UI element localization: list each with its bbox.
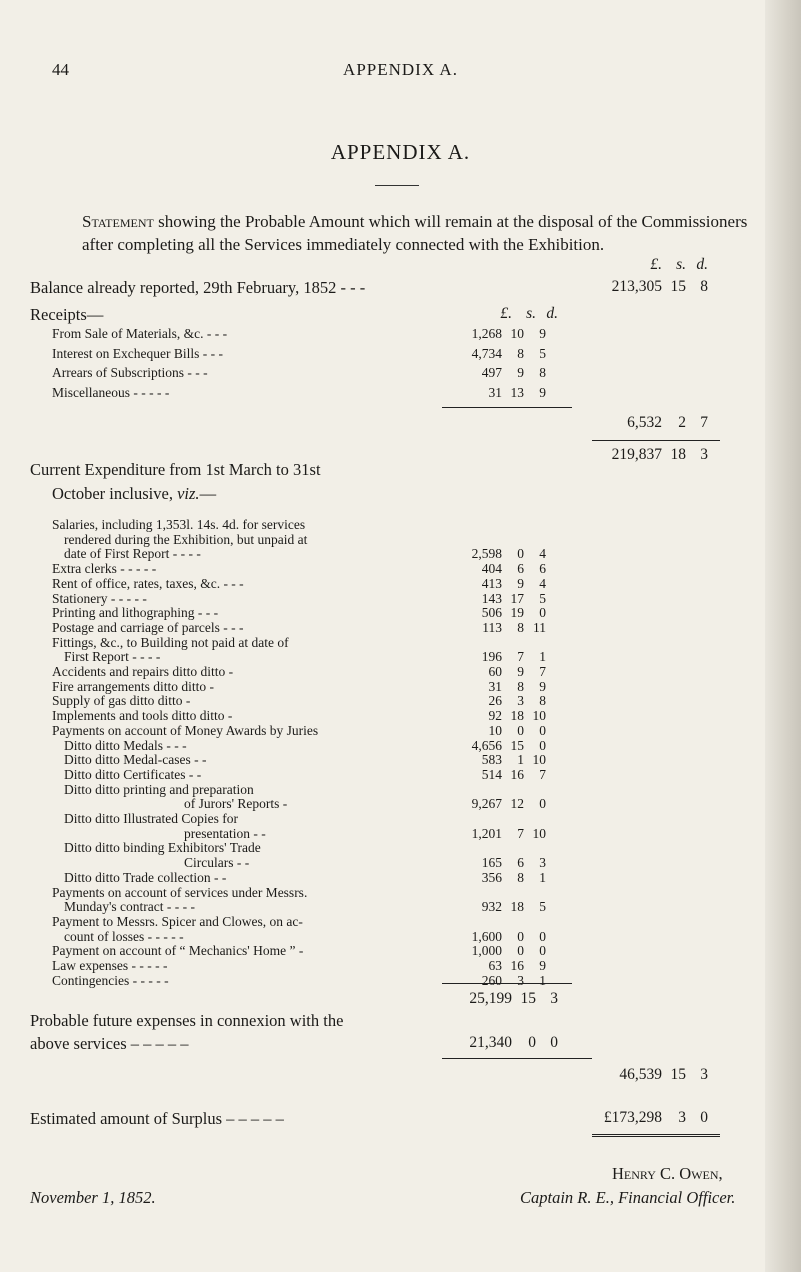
intro-lead: Statement (82, 212, 154, 231)
pounds: 113 (482, 620, 502, 635)
shillings: 0 (517, 723, 524, 738)
pence: 7 (700, 414, 708, 431)
header-pence: d. (696, 256, 708, 273)
shillings: 0 (517, 546, 524, 561)
future-label-line1: Probable future expenses in connexion with the (30, 1011, 344, 1030)
pence: 7 (539, 767, 546, 782)
expenditure-label: Payment to Messrs. Spicer and Clowes, on ac- (52, 914, 303, 929)
pence: 7 (539, 664, 546, 679)
shillings: 7 (517, 826, 524, 841)
expenditure-label: Rent of office, rates, taxes, &c. - - - (52, 576, 244, 591)
receipts-heading: Receipts— (30, 305, 104, 324)
pounds: 10 (488, 723, 502, 738)
shillings: 9 (517, 365, 524, 380)
expenditure-label: Payments on account of Money Awards by Juries (52, 723, 319, 738)
balance-label: Balance already reported, 29th February, 1852 - - - (30, 278, 366, 297)
pounds: 4,656 (471, 738, 502, 753)
expenditure-label: First Report - - - - (64, 649, 161, 664)
pounds: 31 (488, 679, 502, 694)
pence: 0 (539, 943, 546, 958)
pence: 0 (539, 796, 546, 811)
pence: 0 (539, 929, 546, 944)
pounds: 21,340 (469, 1034, 512, 1051)
subtotal-rule (592, 440, 720, 441)
pounds: 1,000 (471, 943, 502, 958)
pounds: 497 (481, 365, 502, 380)
pounds: 506 (481, 605, 502, 620)
shillings: 7 (517, 649, 524, 664)
heading-text: October inclusive, (52, 484, 178, 503)
pounds: 6,532 (627, 414, 662, 431)
shillings: 13 (510, 385, 524, 400)
pounds: 31 (488, 385, 502, 400)
receipts-rule (442, 407, 572, 408)
pounds: 1,268 (471, 326, 502, 341)
page-title: APPENDIX A. (330, 140, 471, 164)
shillings: 6 (517, 855, 524, 870)
pounds: 2,598 (471, 546, 502, 561)
pence: 3 (700, 446, 708, 463)
pence: 4 (539, 546, 546, 561)
expenditure-label: Salaries, including 1,353l. 14s. 4d. for services (52, 517, 306, 532)
pence: 11 (533, 620, 546, 635)
receipt-label: Interest on Exchequer Bills - - - (52, 346, 223, 361)
pounds: 196 (481, 649, 502, 664)
pounds: 26 (488, 693, 502, 708)
pence: 6 (539, 561, 546, 576)
expenditure-label: Printing and lithographing - - - (52, 605, 219, 620)
expenditure-label: Circulars - - (184, 855, 250, 870)
future-label-line2: above services – – – – – (30, 1034, 189, 1053)
pence: 1 (539, 870, 546, 885)
signature-date: November 1, 1852. (30, 1188, 156, 1207)
header-pence: d. (546, 305, 558, 322)
shillings: 9 (517, 576, 524, 591)
shillings: 9 (517, 664, 524, 679)
surplus-label: Estimated amount of Surplus – – – – – (30, 1109, 284, 1128)
signature-name: Henry C. Owen, (612, 1164, 723, 1183)
pounds: 260 (481, 973, 502, 988)
pounds: 46,539 (619, 1066, 662, 1083)
shillings: 10 (510, 326, 524, 341)
expenditure-label: Ditto ditto Medals - - - (64, 738, 187, 753)
shillings: 12 (510, 796, 524, 811)
receipt-label: From Sale of Materials, &c. - - - (52, 326, 228, 341)
shillings: 1 (517, 752, 524, 767)
pence: 8 (539, 365, 546, 380)
pounds: 165 (481, 855, 502, 870)
shillings: 3 (678, 1109, 686, 1126)
expenditure-label: Extra clerks - - - - - (52, 561, 157, 576)
pence: 1 (539, 649, 546, 664)
pence: 0 (539, 605, 546, 620)
expenditure-label: count of losses - - - - - (64, 929, 184, 944)
shillings: 16 (510, 767, 524, 782)
shillings: 15 (520, 990, 536, 1007)
pence: 9 (539, 958, 546, 973)
shillings: 8 (517, 620, 524, 635)
shillings: 15 (670, 1066, 686, 1083)
expenditure-label: Fire arrangements ditto ditto - (52, 679, 214, 694)
pence: 10 (532, 826, 546, 841)
shillings: 15 (670, 278, 686, 295)
shillings: 6 (517, 561, 524, 576)
shillings: 19 (510, 605, 524, 620)
shillings: 3 (517, 973, 524, 988)
page-edge-shadow (765, 0, 801, 1272)
surplus-double-rule (592, 1134, 720, 1137)
shillings: 18 (510, 708, 524, 723)
pence: 0 (539, 723, 546, 738)
shillings: 0 (517, 929, 524, 944)
expenditure-label: Ditto ditto printing and preparation (64, 782, 254, 797)
page-number: 44 (52, 60, 69, 79)
expenditure-label: Munday's contract - - - - (64, 899, 196, 914)
expenditure-label: Postage and carriage of parcels - - - (52, 620, 244, 635)
pence: 0 (539, 738, 546, 753)
expenditure-heading-line2 (52, 484, 216, 504)
pounds: 932 (481, 899, 502, 914)
shillings: 17 (510, 591, 524, 606)
pence: 8 (700, 278, 708, 295)
pence: 5 (539, 346, 546, 361)
expenditure-label: Stationery - - - - - (52, 591, 147, 606)
pounds: 4,734 (471, 346, 502, 361)
heading-viz: viz. (177, 484, 200, 503)
expenditure-label: rendered during the Exhibition, but unpaid at (64, 532, 308, 547)
future-rule (442, 1058, 592, 1059)
shillings: 0 (517, 943, 524, 958)
shillings: 2 (678, 414, 686, 431)
expenditure-label: Payments on account of services under Messrs. (52, 885, 308, 900)
shillings: 3 (517, 693, 524, 708)
expenditure-label: Implements and tools ditto ditto - (52, 708, 233, 723)
expenditure-label: Fittings, &c., to Building not paid at date of (52, 635, 289, 650)
header-pounds: £. (650, 256, 662, 273)
expenditure-label: Payment on account of “ Mechanics' Home ” - (52, 943, 304, 958)
expenditure-heading-line1: Current Expenditure from 1st March to 31st (30, 460, 321, 479)
shillings: 18 (510, 899, 524, 914)
pounds: 63 (488, 958, 502, 973)
shillings: 16 (510, 958, 524, 973)
expenditure-label: presentation - - (184, 826, 266, 841)
receipt-label: Miscellaneous - - - - - (52, 385, 170, 400)
pounds: 9,267 (471, 796, 502, 811)
pence: 9 (539, 326, 546, 341)
pounds: 404 (481, 561, 502, 576)
expenditure-label: Ditto ditto binding Exhibitors' Trade (64, 840, 261, 855)
expenditure-label: Ditto ditto Illustrated Copies for (64, 811, 238, 826)
expenditure-label: Ditto ditto Medal-cases - - (64, 752, 207, 767)
receipt-label: Arrears of Subscriptions - - - (52, 365, 208, 380)
pounds: 583 (481, 752, 502, 767)
shillings: 15 (510, 738, 524, 753)
header-shillings: s. (676, 256, 686, 273)
pence: 5 (539, 899, 546, 914)
expenditure-label: Ditto ditto Trade collection - - (64, 870, 227, 885)
pence: 3 (539, 855, 546, 870)
shillings: 0 (528, 1034, 536, 1051)
shillings: 8 (517, 679, 524, 694)
pence: 4 (539, 576, 546, 591)
pounds: 219,837 (611, 446, 662, 463)
expenditure-label: Contingencies - - - - - (52, 973, 169, 988)
shillings: 8 (517, 870, 524, 885)
pounds: 25,199 (469, 990, 512, 1007)
pence: 0 (550, 1034, 558, 1051)
pounds: £173,298 (603, 1109, 662, 1126)
expenditure-label: date of First Report - - - - (64, 546, 201, 561)
title-rule (375, 185, 419, 186)
pounds: 60 (488, 664, 502, 679)
pence: 9 (539, 679, 546, 694)
shillings: 18 (670, 446, 686, 463)
intro-statement (82, 210, 782, 256)
expenditure-rule (442, 983, 572, 984)
pounds: 413 (481, 576, 502, 591)
expenditure-label: Law expenses - - - - - (52, 958, 168, 973)
expenditure-label: of Jurors' Reports - (184, 796, 288, 811)
shillings: 8 (517, 346, 524, 361)
pence: 10 (532, 752, 546, 767)
pence: 9 (539, 385, 546, 400)
expenditure-label: Ditto ditto Certificates - - (64, 767, 202, 782)
pounds: 1,201 (471, 826, 502, 841)
pounds: 356 (481, 870, 502, 885)
header-shillings: s. (526, 305, 536, 322)
pence: 1 (539, 973, 546, 988)
pence: 3 (550, 990, 558, 1007)
pence: 5 (539, 591, 546, 606)
pounds: 1,600 (471, 929, 502, 944)
expenditure-label: Supply of gas ditto ditto - (52, 693, 191, 708)
pence: 0 (700, 1109, 708, 1126)
pence: 10 (532, 708, 546, 723)
pence: 8 (539, 693, 546, 708)
heading-dash: — (199, 484, 217, 503)
pounds: 213,305 (611, 278, 662, 295)
pounds: 92 (488, 708, 502, 723)
running-head: APPENDIX A. (343, 60, 458, 79)
pence: 3 (700, 1066, 708, 1083)
intro-text: showing the Probable Amount which will remain at the disposal of the Commissioners after completing all the Services immediately connected with the Exhibition. (82, 212, 748, 254)
pounds: 143 (481, 591, 502, 606)
expenditure-label: Accidents and repairs ditto ditto - (52, 664, 234, 679)
header-pounds: £. (500, 305, 512, 322)
pounds: 514 (481, 767, 502, 782)
signature-title: Captain R. E., Financial Officer. (520, 1188, 736, 1207)
